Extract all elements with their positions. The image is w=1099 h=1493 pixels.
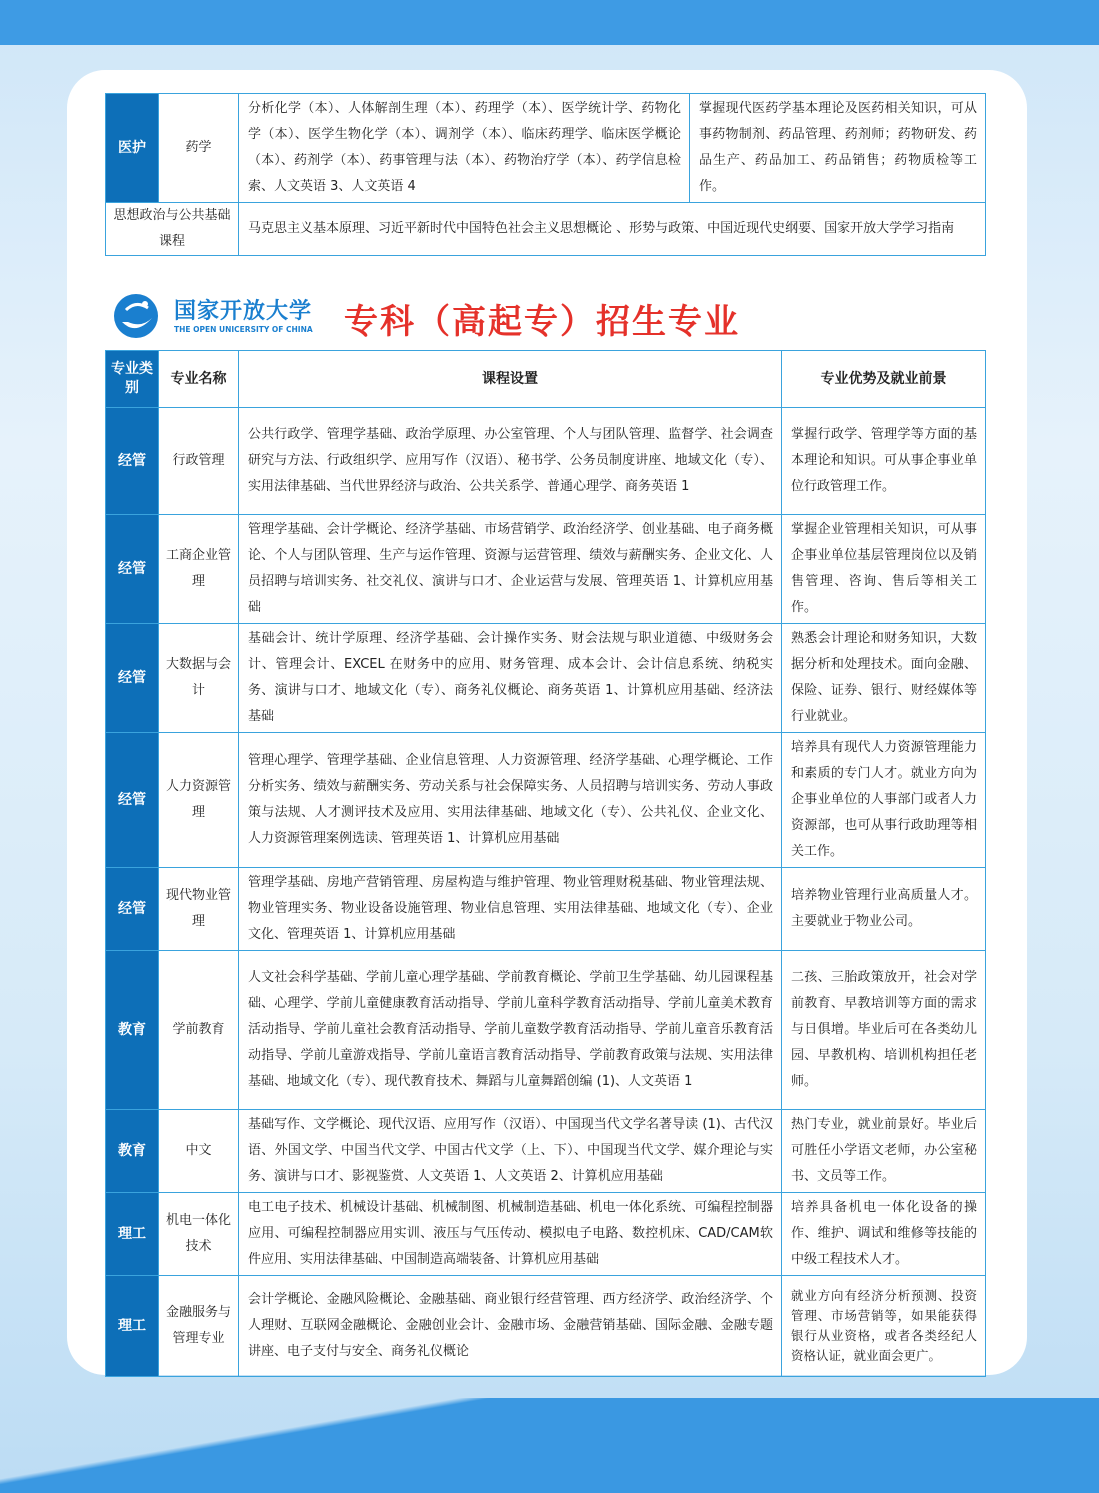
major-category: 教育 xyxy=(106,1110,159,1193)
table-row xyxy=(106,951,986,1110)
major-name: 学前教育 xyxy=(159,951,239,1110)
course-list: 基础会计、统计学原理、经济学基础、会计操作实务、财会法规与职业道德、中级财务会计、管理会计、EXCEL 在财务中的应用、财务管理、成本会计、会计信息系统、纳税实务、演讲与口才、地域文化（专）、商务礼仪概论、商务英语 1、计算机应用基础、经济法基础 xyxy=(239,624,782,733)
table-row xyxy=(106,94,986,203)
major-name: 人力资源管理 xyxy=(159,733,239,868)
major-category: 教育 xyxy=(106,951,159,1110)
table-row xyxy=(106,203,986,256)
table-row xyxy=(106,733,986,868)
major-name: 现代物业管理 xyxy=(159,868,239,951)
major-name: 行政管理 xyxy=(159,408,239,515)
section-title: 专科（高起专）招生专业 xyxy=(344,302,740,342)
major-category: 经管 xyxy=(106,868,159,951)
header-category: 专业类别 xyxy=(106,351,159,408)
major-advantage: 培养具有现代人力资源管理能力和素质的专门人才。就业方向为企事业单位的人事部门或者人力资源部，也可从事行政助理等相关工作。 xyxy=(782,733,986,868)
course-list: 公共行政学、管理学基础、政治学原理、办公室管理、个人与团队管理、监督学、社会调查研究与方法、行政组织学、应用写作（汉语）、秘书学、公务员制度讲座、地域文化（专）、实用法律基础、当代世界经济与政治、公共关系学、普通心理学、商务英语 1 xyxy=(239,408,782,515)
course-list: 管理心理学、管理学基础、企业信息管理、人力资源管理、经济学基础、心理学概论、工作分析实务、绩效与薪酬实务、劳动关系与社会保障实务、人员招聘与培训实务、劳动人事政策与法规、人才测评技术及应用、实用法律基础、地域文化（专）、公共礼仪、企业文化、人力资源管理案例选读、管理英语 1、计算机应用基础 xyxy=(239,733,782,868)
public-course-label: 思想政治与公共基础课程 xyxy=(106,203,239,256)
course-list: 人文社会科学基础、学前儿童心理学基础、学前教育概论、学前卫生学基础、幼儿园课程基础、心理学、学前儿童健康教育活动指导、学前儿童科学教育活动指导、学前儿童美术教育活动指导、学前儿童社会教育活动指导、学前儿童数学教育活动指导、学前儿童音乐教育活动指导、学前儿童游戏指导、学前儿童语言教育活动指导、学前教育政策与法规、实用法律基础、地域文化（专）、现代教育技术、舞蹈与儿童舞蹈创编 (1)、人文英语 1 xyxy=(239,951,782,1110)
major-name: 大数据与会计 xyxy=(159,624,239,733)
major-advantage: 掌握现代医药学基本理论及医药相关知识，可从事药物制剂、药品管理、药剂师；药物研发、药品生产、药品加工、药品销售；药物质检等工作。 xyxy=(690,94,986,203)
table-header-row xyxy=(106,351,986,408)
section-header xyxy=(108,288,978,348)
public-course-list: 马克思主义基本原理、习近平新时代中国特色社会主义思想概论 、形势与政策、中国近现代史纲要、国家开放大学学习指南 xyxy=(239,203,986,256)
major-advantage: 培养物业管理行业高质量人才。主要就业于物业公司。 xyxy=(782,868,986,951)
course-list: 分析化学（本）、人体解剖生理（本）、药理学（本）、医学统计学、药物化学（本）、医学生物化学（本）、调剂学（本）、临床药理学、临床医学概论（本）、药剂学（本）、药事管理与法（本）、药物治疗学（本）、药学信息检索、人文英语 3、人文英语 4 xyxy=(239,94,690,203)
course-list: 管理学基础、房地产营销管理、房屋构造与维护管理、物业管理财税基础、物业管理法规、物业管理实务、物业设备设施管理、物业信息管理、实用法律基础、地域文化（专）、企业文化、管理英语 1、计算机应用基础 xyxy=(239,868,782,951)
table-row xyxy=(106,515,986,624)
major-advantage: 熟悉会计理论和财务知识，大数据分析和处理技术。面向金融、保险、证券、银行、财经媒体等行业就业。 xyxy=(782,624,986,733)
major-advantage: 掌握企业管理相关知识，可从事企事业单位基层管理岗位以及销售管理、咨询、售后等相关工作。 xyxy=(782,515,986,624)
table-row xyxy=(106,408,986,515)
course-list: 电工电子技术、机械设计基础、机械制图、机械制造基础、机电一体化系统、可编程控制器应用、可编程控制器应用实训、液压与气压传动、模拟电子电路、数控机床、CAD/CAM软件应用、实用法律基础、中国制造高端装备、计算机应用基础 xyxy=(239,1193,782,1276)
header-advantage: 专业优势及就业前景 xyxy=(782,351,986,408)
major-category: 医护 xyxy=(106,94,159,203)
major-name: 工商企业管理 xyxy=(159,515,239,624)
major-advantage: 热门专业，就业前景好。毕业后可胜任小学语文老师，办公室秘书、文员等工作。 xyxy=(782,1110,986,1193)
major-advantage: 二孩、三胎政策放开，社会对学前教育、早教培训等方面的需求与日俱增。毕业后可在各类幼儿园、早教机构、培训机构担任老师。 xyxy=(782,951,986,1110)
major-name: 中文 xyxy=(159,1110,239,1193)
course-list: 管理学基础、会计学概论、经济学基础、市场营销学、政治经济学、创业基础、电子商务概论、个人与团队管理、生产与运作管理、资源与运营管理、绩效与薪酬实务、企业文化、人员招聘与培训实务、社交礼仪、演讲与口才、企业运营与发展、管理英语 1、计算机应用基础 xyxy=(239,515,782,624)
table-row xyxy=(106,1110,986,1193)
major-name: 金融服务与管理专业 xyxy=(159,1276,239,1377)
header-courses: 课程设置 xyxy=(239,351,782,408)
table-row xyxy=(106,1276,986,1377)
major-advantage: 培养具备机电一体化设备的操作、维护、调试和维修等技能的中级工程技术人才。 xyxy=(782,1193,986,1276)
course-list: 会计学概论、金融风险概论、金融基础、商业银行经营管理、西方经济学、政治经济学、个人理财、互联网金融概论、金融创业会计、金融市场、金融营销基础、国际金融、金融专题讲座、电子支付与安全、商务礼仪概论 xyxy=(239,1276,782,1377)
table-row xyxy=(106,868,986,951)
course-list: 基础写作、文学概论、现代汉语、应用写作（汉语）、中国现当代文学名著导读 (1)、古代汉语、外国文学、中国当代文学、中国古代文学（上、下）、中国现当代文学、媒介理论与实务、演讲与口才、影视鉴赏、人文英语 1、人文英语 2、计算机应用基础 xyxy=(239,1110,782,1193)
major-category: 理工 xyxy=(106,1276,159,1377)
top-decor-band xyxy=(0,0,1099,45)
major-category: 理工 xyxy=(106,1193,159,1276)
major-category: 经管 xyxy=(106,733,159,868)
major-name: 机电一体化技术 xyxy=(159,1193,239,1276)
major-name: 药学 xyxy=(159,94,239,203)
table-row xyxy=(106,624,986,733)
major-category: 经管 xyxy=(106,624,159,733)
major-category: 经管 xyxy=(106,515,159,624)
continued-major-table xyxy=(105,93,986,256)
major-advantage: 掌握行政学、管理学等方面的基本理论和知识。可从事企事业单位行政管理工作。 xyxy=(782,408,986,515)
university-logo-icon xyxy=(112,292,160,340)
table-row xyxy=(106,1193,986,1276)
major-category: 经管 xyxy=(106,408,159,515)
logo-name-cn: 国家开放大学 xyxy=(174,299,313,324)
header-name: 专业名称 xyxy=(159,351,239,408)
logo-name-en: THE OPEN UNICERSITY OF CHINA xyxy=(174,325,313,334)
bottom-decor-band xyxy=(0,1398,1099,1493)
major-advantage: 就业方向有经济分析预测、投资管理、市场营销等，如果能获得银行从业资格，或者各类经纪人资格认证，就业面会更广。 xyxy=(782,1276,986,1377)
major-table xyxy=(105,350,986,1377)
